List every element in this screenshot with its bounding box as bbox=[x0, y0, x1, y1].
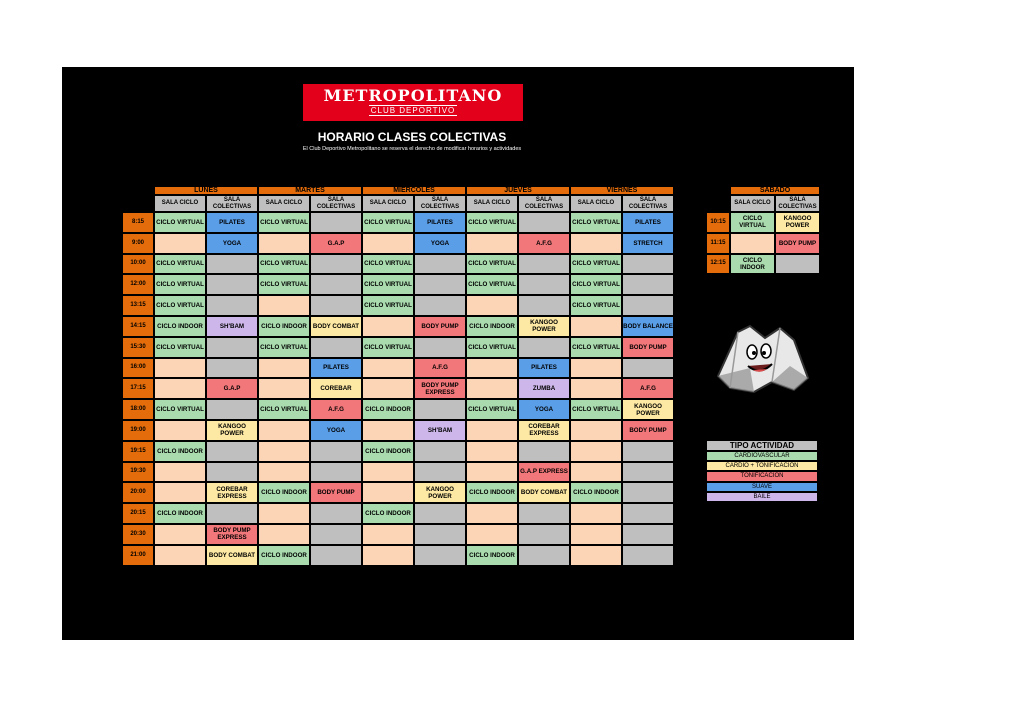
class-cell: CICLO VIRTUAL bbox=[570, 274, 622, 295]
class-cell: CICLO VIRTUAL bbox=[362, 212, 414, 233]
class-cell bbox=[258, 295, 310, 316]
class-cell: CICLO VIRTUAL bbox=[466, 254, 518, 275]
class-cell bbox=[466, 441, 518, 462]
class-cell bbox=[570, 524, 622, 545]
legend-item: TONIFICACIÓN bbox=[706, 471, 818, 481]
class-cell bbox=[775, 254, 820, 275]
time-slot: 20:00 bbox=[122, 482, 154, 503]
legend-item: SUAVE bbox=[706, 482, 818, 492]
class-cell bbox=[154, 378, 206, 399]
class-cell bbox=[570, 233, 622, 254]
class-cell bbox=[206, 254, 258, 275]
class-cell bbox=[414, 337, 466, 358]
time-slot: 12:00 bbox=[122, 274, 154, 295]
day-header: MARTES bbox=[258, 186, 362, 195]
class-cell bbox=[414, 545, 466, 566]
class-cell: ZUMBA bbox=[518, 378, 570, 399]
class-cell: BODY PUMP bbox=[414, 316, 466, 337]
class-cell: G.A.P bbox=[206, 378, 258, 399]
time-slot: 10:15 bbox=[706, 212, 730, 233]
class-cell bbox=[518, 295, 570, 316]
time-slot: 21:00 bbox=[122, 545, 154, 566]
class-cell: CICLO VIRTUAL bbox=[258, 399, 310, 420]
class-cell bbox=[362, 316, 414, 337]
class-cell: BODY COMBAT bbox=[206, 545, 258, 566]
class-cell bbox=[518, 524, 570, 545]
time-slot: 17:15 bbox=[122, 378, 154, 399]
class-cell: PILATES bbox=[414, 212, 466, 233]
day-header: JUEVES bbox=[466, 186, 570, 195]
class-cell bbox=[466, 503, 518, 524]
class-cell bbox=[570, 462, 622, 483]
class-cell: CICLO INDOOR bbox=[258, 545, 310, 566]
class-cell bbox=[466, 378, 518, 399]
class-cell: CICLO INDOOR bbox=[570, 482, 622, 503]
class-cell bbox=[206, 441, 258, 462]
class-cell: KANGOO POWER bbox=[206, 420, 258, 441]
class-cell: BODY PUMP EXPRESS bbox=[414, 378, 466, 399]
class-cell: CICLO VIRTUAL bbox=[258, 254, 310, 275]
class-cell bbox=[154, 358, 206, 379]
class-cell bbox=[414, 524, 466, 545]
class-cell bbox=[310, 462, 362, 483]
room-header: SALA CICLO bbox=[730, 195, 775, 212]
class-cell bbox=[414, 462, 466, 483]
class-cell: CICLO VIRTUAL bbox=[570, 399, 622, 420]
time-slot: 16:00 bbox=[122, 358, 154, 379]
room-header: SALA CICLO bbox=[570, 195, 622, 212]
class-cell: CICLO VIRTUAL bbox=[466, 337, 518, 358]
class-cell: CICLO VIRTUAL bbox=[362, 295, 414, 316]
time-slot: 12:15 bbox=[706, 254, 730, 275]
class-cell: CICLO VIRTUAL bbox=[154, 295, 206, 316]
time-slot: 19:00 bbox=[122, 420, 154, 441]
class-cell bbox=[518, 274, 570, 295]
class-cell bbox=[622, 524, 674, 545]
class-cell: SH'BAM bbox=[206, 316, 258, 337]
class-cell: PILATES bbox=[622, 212, 674, 233]
class-cell bbox=[730, 233, 775, 254]
class-cell: CICLO VIRTUAL bbox=[362, 274, 414, 295]
class-cell: CICLO VIRTUAL bbox=[466, 212, 518, 233]
class-cell bbox=[466, 358, 518, 379]
time-slot: 13:15 bbox=[122, 295, 154, 316]
class-cell: BODY COMBAT bbox=[310, 316, 362, 337]
class-cell bbox=[310, 545, 362, 566]
class-cell bbox=[154, 420, 206, 441]
class-cell bbox=[362, 462, 414, 483]
class-cell: BODY COMBAT bbox=[518, 482, 570, 503]
class-cell bbox=[362, 545, 414, 566]
class-cell bbox=[258, 378, 310, 399]
time-slot: 9:00 bbox=[122, 233, 154, 254]
time-slot: 11:15 bbox=[706, 233, 730, 254]
time-slot: 8:15 bbox=[122, 212, 154, 233]
class-cell: YOGA bbox=[206, 233, 258, 254]
class-cell: BODY PUMP bbox=[622, 337, 674, 358]
class-cell bbox=[310, 503, 362, 524]
class-cell bbox=[518, 545, 570, 566]
class-cell bbox=[622, 295, 674, 316]
room-header: SALA CICLO bbox=[466, 195, 518, 212]
class-cell: CICLO VIRTUAL bbox=[730, 212, 775, 233]
class-cell bbox=[206, 503, 258, 524]
class-cell bbox=[362, 358, 414, 379]
class-cell bbox=[258, 358, 310, 379]
legend-item: CARDIOVASCULAR bbox=[706, 451, 818, 461]
class-cell bbox=[466, 295, 518, 316]
class-cell: PILATES bbox=[206, 212, 258, 233]
class-cell: BODY PUMP bbox=[775, 233, 820, 254]
day-header: VIERNES bbox=[570, 186, 674, 195]
class-cell bbox=[414, 295, 466, 316]
class-cell bbox=[622, 358, 674, 379]
class-cell bbox=[518, 337, 570, 358]
class-cell bbox=[518, 254, 570, 275]
class-cell bbox=[466, 524, 518, 545]
room-header: SALA COLECTIVAS bbox=[310, 195, 362, 212]
class-cell: COREBAR EXPRESS bbox=[518, 420, 570, 441]
class-cell: CICLO INDOOR bbox=[730, 254, 775, 275]
logo-tagline: CLUB DEPORTIVO bbox=[370, 106, 456, 115]
class-cell bbox=[154, 462, 206, 483]
class-cell bbox=[414, 441, 466, 462]
class-cell bbox=[258, 524, 310, 545]
time-slot: 19:30 bbox=[122, 462, 154, 483]
class-cell bbox=[362, 378, 414, 399]
class-cell bbox=[414, 274, 466, 295]
mountain-mascot-icon bbox=[710, 318, 812, 398]
time-slot: 18:00 bbox=[122, 399, 154, 420]
class-cell: CICLO VIRTUAL bbox=[154, 212, 206, 233]
class-cell bbox=[310, 295, 362, 316]
time-slot: 19:15 bbox=[122, 441, 154, 462]
class-cell bbox=[310, 274, 362, 295]
class-cell: STRETCH bbox=[622, 233, 674, 254]
legend-item: BAILE bbox=[706, 492, 818, 502]
class-cell: A.F.G bbox=[310, 399, 362, 420]
class-cell: CICLO VIRTUAL bbox=[154, 254, 206, 275]
class-cell bbox=[206, 399, 258, 420]
class-cell: BODY PUMP bbox=[310, 482, 362, 503]
class-cell: A.F.G bbox=[414, 358, 466, 379]
class-cell bbox=[466, 233, 518, 254]
class-cell: CICLO INDOOR bbox=[466, 545, 518, 566]
class-cell: BODY BALANCE bbox=[622, 316, 674, 337]
class-cell: CICLO VIRTUAL bbox=[258, 337, 310, 358]
class-cell bbox=[154, 482, 206, 503]
page-title: HORARIO CLASES COLECTIVAS bbox=[317, 130, 507, 144]
class-cell: CICLO VIRTUAL bbox=[466, 399, 518, 420]
class-cell: CICLO VIRTUAL bbox=[362, 254, 414, 275]
room-header: SALA COLECTIVAS bbox=[414, 195, 466, 212]
class-cell: COREBAR EXPRESS bbox=[206, 482, 258, 503]
class-cell bbox=[622, 503, 674, 524]
class-cell bbox=[414, 254, 466, 275]
class-cell bbox=[466, 462, 518, 483]
class-cell: PILATES bbox=[518, 358, 570, 379]
class-cell bbox=[206, 462, 258, 483]
class-cell: KANGOO POWER bbox=[518, 316, 570, 337]
class-cell: KANGOO POWER bbox=[622, 399, 674, 420]
class-cell bbox=[570, 358, 622, 379]
class-cell: CICLO VIRTUAL bbox=[154, 399, 206, 420]
time-slot: 10:00 bbox=[122, 254, 154, 275]
class-cell: KANGOO POWER bbox=[775, 212, 820, 233]
class-cell: CICLO INDOOR bbox=[362, 399, 414, 420]
page-subtitle: El Club Deportivo Metropolitano se reserva el derecho de modificar horarios y actividades bbox=[302, 146, 522, 152]
class-cell bbox=[310, 212, 362, 233]
class-cell: CICLO INDOOR bbox=[362, 503, 414, 524]
class-cell: CICLO INDOOR bbox=[154, 441, 206, 462]
class-cell bbox=[414, 503, 466, 524]
class-cell: COREBAR bbox=[310, 378, 362, 399]
class-cell bbox=[570, 378, 622, 399]
class-cell bbox=[518, 212, 570, 233]
room-header: SALA COLECTIVAS bbox=[622, 195, 674, 212]
class-cell bbox=[362, 420, 414, 441]
class-cell bbox=[206, 274, 258, 295]
class-cell: CICLO INDOOR bbox=[154, 503, 206, 524]
class-cell bbox=[570, 545, 622, 566]
class-cell bbox=[154, 233, 206, 254]
class-cell bbox=[518, 441, 570, 462]
class-cell: CICLO VIRTUAL bbox=[362, 337, 414, 358]
class-cell bbox=[258, 462, 310, 483]
class-cell: BODY PUMP EXPRESS bbox=[206, 524, 258, 545]
class-cell: CICLO INDOOR bbox=[362, 441, 414, 462]
class-cell bbox=[362, 482, 414, 503]
class-cell: CICLO VIRTUAL bbox=[570, 295, 622, 316]
class-cell bbox=[310, 337, 362, 358]
room-header: SALA CICLO bbox=[154, 195, 206, 212]
class-cell: CICLO INDOOR bbox=[154, 316, 206, 337]
class-cell: PILATES bbox=[310, 358, 362, 379]
class-cell: CICLO INDOOR bbox=[466, 316, 518, 337]
class-cell: SH'BAM bbox=[414, 420, 466, 441]
class-cell bbox=[622, 254, 674, 275]
class-cell: CICLO VIRTUAL bbox=[258, 212, 310, 233]
class-cell bbox=[310, 524, 362, 545]
class-cell: G.A.P EXPRESS bbox=[518, 462, 570, 483]
class-cell bbox=[622, 441, 674, 462]
time-slot: 20:30 bbox=[122, 524, 154, 545]
room-header: SALA COLECTIVAS bbox=[518, 195, 570, 212]
class-cell bbox=[258, 503, 310, 524]
class-cell: CICLO INDOOR bbox=[258, 482, 310, 503]
class-cell bbox=[206, 295, 258, 316]
class-cell: A.F.G bbox=[518, 233, 570, 254]
class-cell: BODY PUMP bbox=[622, 420, 674, 441]
class-cell bbox=[570, 420, 622, 441]
class-cell bbox=[622, 482, 674, 503]
class-cell bbox=[622, 274, 674, 295]
class-cell bbox=[570, 441, 622, 462]
class-cell: CICLO VIRTUAL bbox=[570, 212, 622, 233]
class-cell bbox=[206, 358, 258, 379]
class-cell bbox=[206, 337, 258, 358]
class-cell bbox=[570, 503, 622, 524]
class-cell: CICLO VIRTUAL bbox=[154, 337, 206, 358]
day-header-saturday: SÁBADO bbox=[730, 186, 820, 195]
class-cell: CICLO VIRTUAL bbox=[570, 254, 622, 275]
class-cell bbox=[570, 316, 622, 337]
class-cell bbox=[622, 462, 674, 483]
class-cell bbox=[414, 399, 466, 420]
class-cell: YOGA bbox=[310, 420, 362, 441]
class-cell: CICLO VIRTUAL bbox=[466, 274, 518, 295]
legend-title: TIPO ACTIVIDAD bbox=[706, 440, 818, 451]
day-header: MIERCOLES bbox=[362, 186, 466, 195]
class-cell bbox=[310, 441, 362, 462]
room-header: SALA CICLO bbox=[258, 195, 310, 212]
room-header: SALA COLECTIVAS bbox=[775, 195, 820, 212]
logo-name: METROPOLITANO bbox=[323, 86, 503, 105]
class-cell bbox=[622, 545, 674, 566]
day-header: LUNES bbox=[154, 186, 258, 195]
class-cell: YOGA bbox=[518, 399, 570, 420]
legend-item: CARDIO + TONIFICACIÓN bbox=[706, 461, 818, 471]
room-header: SALA CICLO bbox=[362, 195, 414, 212]
class-cell bbox=[362, 233, 414, 254]
class-cell: CICLO VIRTUAL bbox=[570, 337, 622, 358]
class-cell: CICLO INDOOR bbox=[466, 482, 518, 503]
class-cell: YOGA bbox=[414, 233, 466, 254]
class-cell bbox=[258, 420, 310, 441]
class-cell: CICLO VIRTUAL bbox=[258, 274, 310, 295]
time-slot: 15:30 bbox=[122, 337, 154, 358]
class-cell bbox=[258, 233, 310, 254]
class-cell bbox=[258, 441, 310, 462]
room-header: SALA COLECTIVAS bbox=[206, 195, 258, 212]
class-cell: CICLO VIRTUAL bbox=[154, 274, 206, 295]
class-cell: CICLO INDOOR bbox=[258, 316, 310, 337]
class-cell bbox=[362, 524, 414, 545]
class-cell bbox=[154, 524, 206, 545]
class-cell bbox=[518, 503, 570, 524]
class-cell: G.A.P bbox=[310, 233, 362, 254]
time-slot: 20:15 bbox=[122, 503, 154, 524]
class-cell bbox=[466, 420, 518, 441]
time-slot: 14:15 bbox=[122, 316, 154, 337]
class-cell: KANGOO POWER bbox=[414, 482, 466, 503]
class-cell bbox=[154, 545, 206, 566]
class-cell bbox=[310, 254, 362, 275]
class-cell: A.F.G bbox=[622, 378, 674, 399]
